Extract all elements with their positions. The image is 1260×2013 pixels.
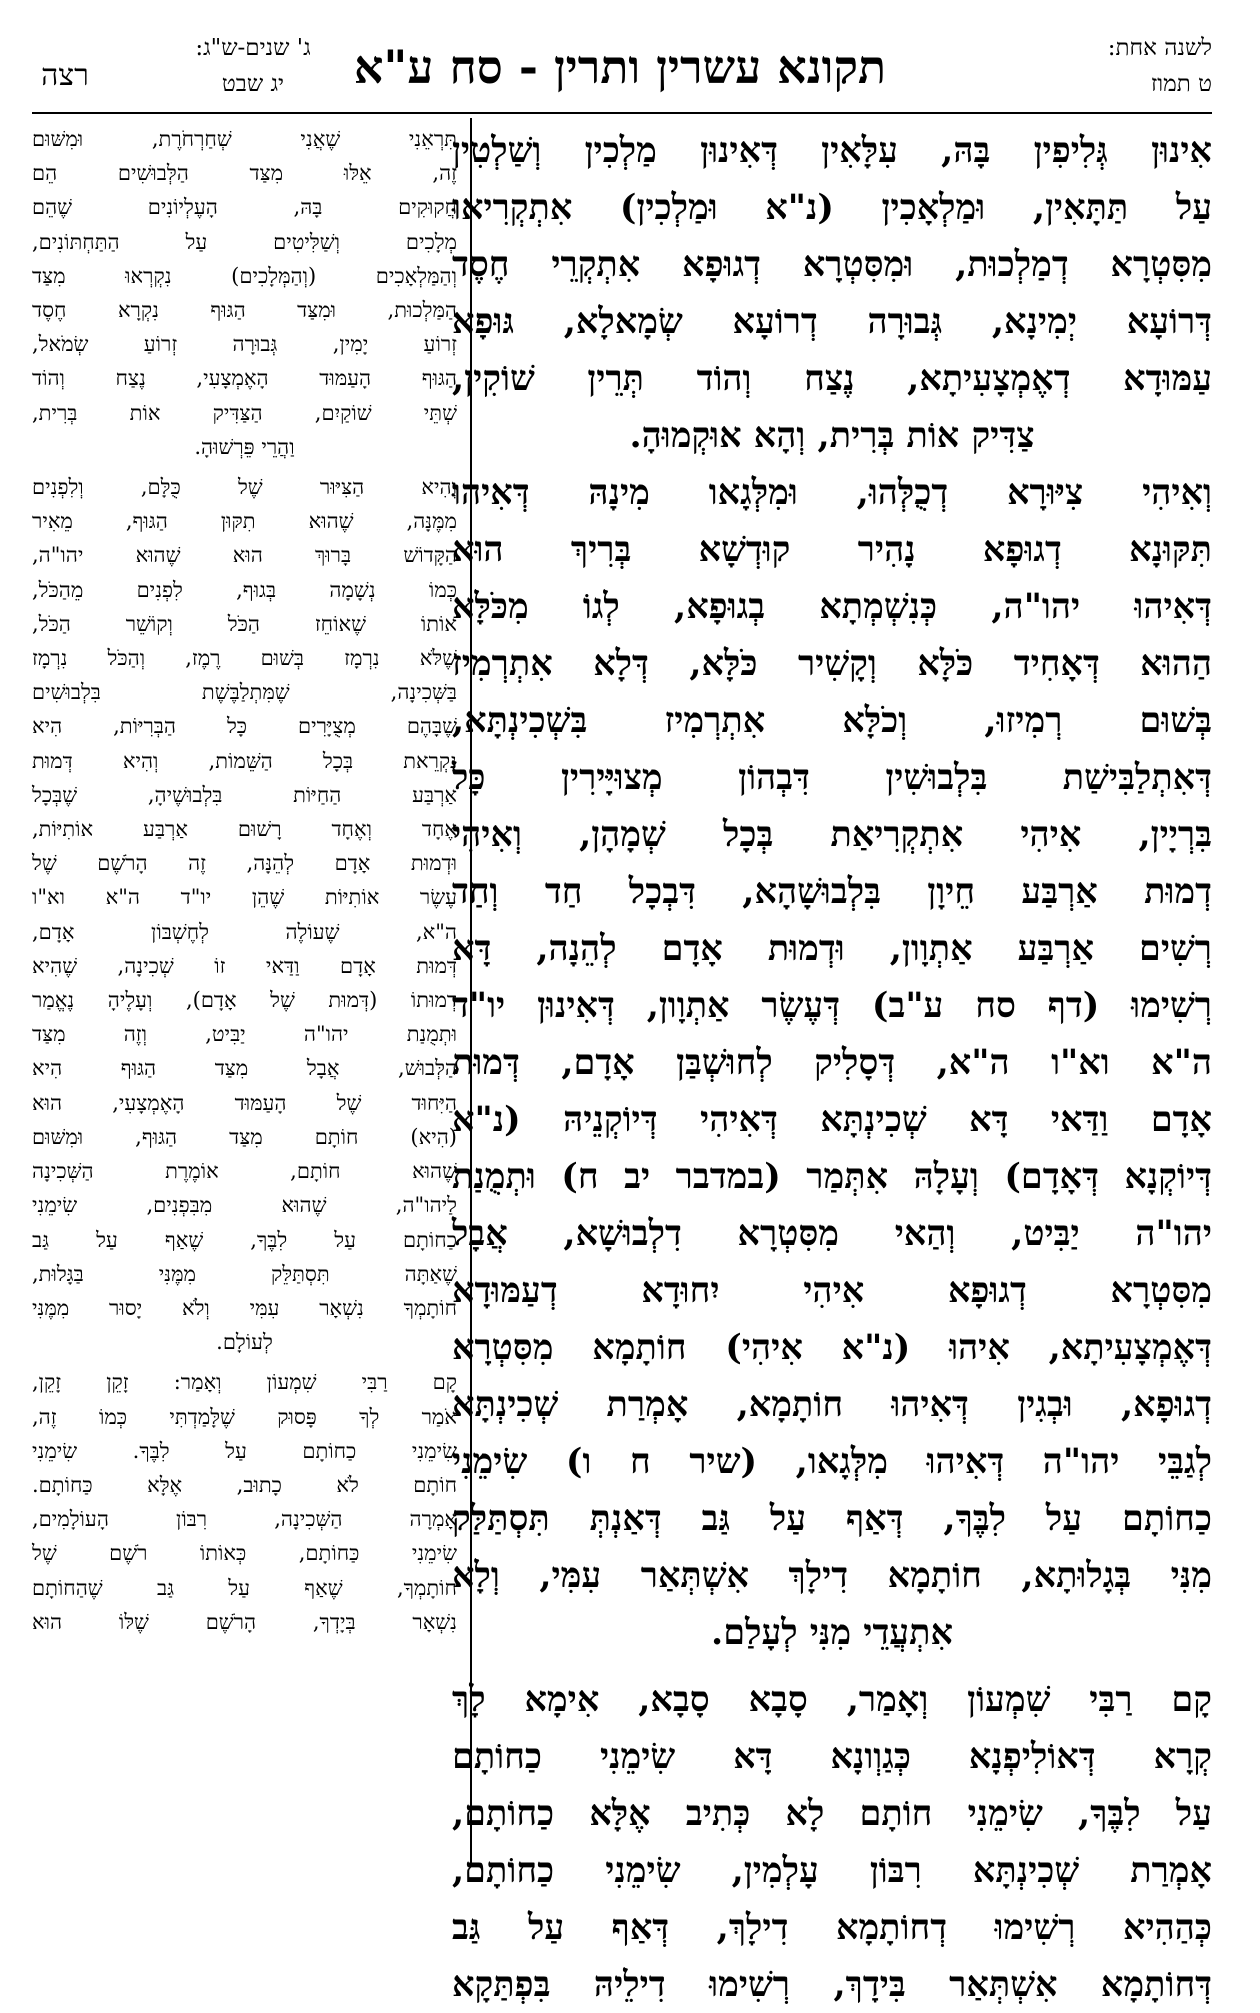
text-line: מִסִּטְרָא דְגוּפָא אִיהִי יִחוּדָא דְעַמּוּדָא bbox=[452, 1270, 1212, 1311]
text-line: קָם רַבִּי שִׁמְעוֹן וְאָמַר: זָקֵן זָקֵן, bbox=[32, 1370, 457, 1395]
text-line: הַמַּלְכוּת, וּמִצַּד הַגּוּף נִקְרָא חֶסֶד bbox=[32, 298, 457, 323]
study-cycle-one-year: לשנה אחת: bbox=[1107, 35, 1212, 61]
text-line: אִתְעֲדֵי מִנִּי לְעָלַם. bbox=[711, 1612, 953, 1653]
text-line: שֶׁאַתָּה תִּסְתַּלֵּק מִמֶּנִּי בַּגָּלוּת, bbox=[32, 1261, 457, 1286]
text-line: הַהוּא דְּאָחִיד כֹּלָּא וְקָשִׁיר כֹּלָּא, דְּלָא אִתְרְמִיז bbox=[452, 643, 1212, 684]
text-line: דְּאִתְלַבִּישַׁת בִּלְבוּשִׁין דִּבְהוֹן מְצוּיָּירִין כָּל bbox=[452, 757, 1212, 798]
header-right bbox=[972, 30, 1212, 110]
header-divider bbox=[32, 112, 1212, 114]
text-line: כְּמוֹ נְשָׁמָה בְּגוּף, לִפְנִים מֵהַכֹּל, bbox=[32, 577, 457, 602]
text-line: דְּחוֹתָמָא אִשְׁתְּאַר בִּידָךְ, רְשִׁימוּ דִילֵיהּ בִּפְתַּקָא bbox=[452, 1964, 1212, 2005]
text-line: חֲקוּקִים בָּהּ, הָעֶלְיוֹנִים שֶׁהֵם bbox=[32, 195, 457, 220]
text-line: הַלְּבוּשׁ, אֲבָל מִצַּד הַגּוּף הִיא bbox=[32, 1056, 457, 1081]
text-line: מִסִּטְרָא דְמַלְכוּת, וּמִסִּטְרָא דְגוּפָא אִתְקְרֵי חֶסֶד bbox=[452, 244, 1212, 285]
text-line: יהו"ה יַבִּיט, וְהַאי מִסִּטְרָא דִלְבוּשָׁא, אֲבָל bbox=[452, 1213, 1212, 1254]
text-line: דְּאֶמְצָעִיתָא, אִיהוּ (נ"א אִיהִי) חוֹתָמָא מִסִּטְרָא bbox=[452, 1327, 1212, 1368]
text-line: עַמּוּדָא דְאֶמְצָעִיתָא, נֶצַח וְהוֹד תְּרֵין שׁוֹקִין, bbox=[452, 358, 1212, 399]
text-line: הַגּוּף הָעַמּוּד הָאֶמְצָעִי, נֶצַח וְהוֹד bbox=[32, 366, 457, 391]
text-line: שִׂימֵנִי כַּחוֹתָם, כְּאוֹתוֹ רֹשֶׁם שֶׁל bbox=[32, 1541, 457, 1566]
text-line: כְּהַהִיא רְשִׁימוּ דְחוֹתָמָא דִילָךְ, דְּאַף עַל גַּב bbox=[452, 1907, 1212, 1948]
text-line: זֶה, אֵלּוּ מִצַּד הַלְּבוּשִׁים הֵם bbox=[32, 161, 457, 186]
text-line: וּתְמֻנַת יהו"ה יַבִּיט, וְזֶה מִצַּד bbox=[32, 1022, 457, 1047]
text-line: אָמְרַת שְׁכִינְתָּא רִבּוֹן עָלְמִין, שִׂימֵנִי כַחוֹתָם, bbox=[452, 1850, 1212, 1891]
text-line: שְׁתֵּי שׁוֹקַיִם, הַצַּדִּיק אוֹת בְּרִית, bbox=[32, 400, 457, 425]
page-title: תקונא עשרין ותרין - סח ע"א bbox=[353, 40, 887, 94]
text-line: מְלָכִים וְשַׁלִּיטִים עַל הַתַּחְתּוֹנִים, bbox=[32, 229, 457, 254]
text-line: אֹמַר לְךָ פָּסוּק שֶׁלָּמַדְתִּי כְּמוֹ זֶה, bbox=[32, 1404, 457, 1429]
text-line: נִקְרֵאת בְּכָל הַשֵּׁמוֹת, וְהִיא דְּמוּת bbox=[32, 748, 457, 773]
text-line: ה"א וא"ו ה"א, דְּסָלִיק לְחוּשְׁבַּן אָדָם, דְּמוּת bbox=[452, 1042, 1212, 1083]
text-line: עַל תַּתָּאִין, וּמַלְאָכִין (נ"א וּמַלְכִין) אִתְקְרִיאוּ bbox=[452, 187, 1212, 228]
text-line: לְעוֹלָם. bbox=[216, 1330, 273, 1355]
text-line: צַדִּיק אוֹת בְּרִית, וְהָא אוּקְמוּהָ. bbox=[629, 415, 1035, 456]
text-line: זְרוֹעַ יָמִין, גְּבוּרָה זְרוֹעַ שְׂמֹאל, bbox=[32, 332, 457, 357]
text-line: ה"א, שֶׁעוֹלֶה לְחֶשְׁבּוֹן אָדָם, bbox=[32, 919, 457, 944]
text-line: וְהִיא הַצִּיּוּר שֶׁל כֻּלָּם, וְלִפְנִים bbox=[32, 475, 457, 500]
text-line: דְּרוֹעָא יְמִינָא, גְּבוּרָה דְרוֹעָא שְׂמָאלָא, גּוּפָא bbox=[452, 301, 1212, 342]
text-line: אָמְרָה הַשְּׁכִינָה, רִבּוֹן הָעוֹלָמִים, bbox=[32, 1507, 457, 1532]
study-date-one-year: ט תמוז bbox=[1150, 71, 1212, 97]
text-line: וְאִיהִי צִיּוּרָא דְכֻלְּהוּ, וּמִלְּגָאו מִינָהּ דְּאִיהוּ bbox=[452, 472, 1212, 513]
text-line: דְּאִיהוּ יהו"ה, כְּנִשְׁמְתָא בְגוּפָא, לְגוֹ מִכֹּלָּא bbox=[452, 586, 1212, 627]
text-line: דְּמוּת אָדָם וַדַּאי זוֹ שְׁכִינָה, שֶׁהִיא bbox=[32, 953, 457, 978]
text-line: וַהֲרֵי פֵּרְשׁוּהָ. bbox=[194, 434, 295, 459]
text-line: וְהַמַּלְאָכִים (וְהַמְּלָכִים) נִקְרְאוּ מִצַּד bbox=[32, 263, 457, 288]
text-line: אוֹתוֹ שֶׁאוֹחֵז הַכֹּל וְקוֹשֵׁר הַכֹּל, bbox=[32, 611, 457, 636]
text-line: חוֹתָמְךָ נִשְׁאָר עִמִּי וְלֹא יָסוּר מִמֶּנִּי bbox=[32, 1295, 457, 1320]
text-line: אִינוּן גְּלִיפִין בָּהּ, עִלָּאִין דְּאִינוּן מַלְכִין וְשַׁלְטִין bbox=[452, 130, 1212, 171]
text-line: אַרְבַּע הַחַיּוֹת בִּלְבוּשֶׁיהָ, שֶׁבְּכָל bbox=[32, 782, 457, 807]
text-line: מִמֶּנָּה, שֶׁהוּא תִקּוּן הַגּוּף, מֵאִיר bbox=[32, 509, 457, 534]
text-line: בִּרְיָין, אִיהִי אִתְקְרִיאַת בְּכָל שְׁמָהָן, וְאִיהִי bbox=[452, 814, 1212, 855]
text-line: שֶׁהוּא חוֹתָם, אוֹמֶרֶת הַשְּׁכִינָה bbox=[32, 1159, 457, 1184]
study-date-three-year: יג שבט bbox=[221, 71, 285, 97]
text-line: רְשִׁים אַרְבַּע אַתְוָון, וּדְמוּת אָדָם לְהֵנָה, דָּא bbox=[452, 928, 1212, 969]
text-line: קָם רַבִּי שִׁמְעוֹן וְאָמַר, סָבָא סָבָא, אִימָא לָךְ bbox=[452, 1679, 1212, 1720]
paragraph-gap bbox=[452, 1661, 1212, 1671]
text-line: אָדָם וַדַּאי דָּא שְׁכִינְתָּא דְּאִיהִי דְּיוֹקְנֵיהּ (נ"א bbox=[452, 1099, 1212, 1140]
text-line: חוֹתָם לֹא כָתוּב, אֶלָּא כַּחוֹתָם. bbox=[32, 1472, 457, 1497]
text-line: דְמוּת אַרְבַּע חֵיוָן בִּלְבוּשָׁהָא, דִּבְכָל חַד וְחַד bbox=[452, 871, 1212, 912]
text-line: בְּשׁוּם רְמִיזוּ, וְכֹלָּא אִתְרְמִיז בִּשְׁכִינְתָּא, bbox=[452, 700, 1212, 741]
text-line: דְּיוֹקְנָא דְּאָדָם) וְעָלָהּ אִתְּמַר (במדבר יב ח) וּתְמֻנַת bbox=[452, 1156, 1212, 1197]
text-line: דְמוּתוֹ (דְּמוּת שֶׁל אָדָם), וְעָלֶיהָ נֶאֱמַר bbox=[32, 988, 457, 1013]
translation-column bbox=[32, 122, 457, 1862]
text-line: בַּשְּׁכִינָה, שֶׁמִּתְלַבֶּשֶׁת בִּלְבוּשִׁים bbox=[32, 680, 457, 705]
text-line: דְגוּפָא, וּבְגִין דְּאִיהוּ חוֹתָמָא, אָמְרַת שְׁכִינְתָּא bbox=[452, 1384, 1212, 1425]
text-line: כַחוֹתָם עַל לִבֶּךָ, דְּאַף עַל גַּב דְּאַנְתְּ תִּסְתַּלַּק bbox=[452, 1498, 1212, 1539]
page-number: רצה bbox=[41, 58, 89, 93]
text-line: עַל לִבֶּךָ, שִׂימֵנִי חוֹתָם לָא כְּתִיב אֶלָּא כַחוֹתָם, bbox=[452, 1793, 1212, 1834]
text-line: תִּקּוּנָא דְגוּפָא נָהִיר קוּדְשָׁא בְּרִיךְ הוּא bbox=[452, 529, 1212, 570]
study-cycle-three-year: ג' שנים-ש"ג: bbox=[195, 35, 311, 61]
text-line: חוֹתָמְךָ, שֶׁאַף עַל גַּב שֶׁהַחוֹתָם bbox=[32, 1575, 457, 1600]
text-line: לְגַבֵּי יהו"ה דְּאִיהוּ מִלְּגָאו, (שיר ח ו) שִׂימֵנִי bbox=[452, 1441, 1212, 1482]
text-line: שֶׁלֹּא נִרְמָז בְּשׁוּם רֶמֶז, וְהַכֹּל נִרְמָז bbox=[32, 646, 457, 671]
text-line: הַיִּחוּד שֶׁל הָעַמּוּד הָאֶמְצָעִי, הוּא bbox=[32, 1090, 457, 1115]
text-line: תִּרְאֵנִי שֶׁאֲנִי שְׁחַרְחֹרֶת, וּמִשּׁוּם bbox=[32, 127, 457, 151]
text-line: עֶשֶׂר אוֹתִיּוֹת שֶׁהֵן יו"ד ה"א וא"ו bbox=[32, 885, 457, 910]
text-line: אֶחָד וְאֶחָד רָשׁוּם אַרְבַּע אוֹתִיּוֹת, bbox=[32, 817, 457, 842]
main-text-column bbox=[452, 122, 1212, 2005]
text-line: הַקָּדוֹשׁ בָּרוּךְ הוּא שֶׁהוּא יהו"ה, bbox=[32, 543, 457, 568]
text-line: וּדְמוּת אָדָם לְהֵנָּה, זֶה הָרֹשֶׁם שֶׁל bbox=[32, 851, 457, 876]
text-line: קְרָא דְּאוֹלִיפְנָא כְּגַוְונָא דָּא שִׂימֵנִי כַחוֹתָם bbox=[452, 1736, 1212, 1777]
text-line: מִנִּי בְּגָלוּתָא, חוֹתָמָא דִילָךְ אִשְׁתְּאַר עִמִּי, וְלָא bbox=[452, 1555, 1212, 1596]
text-line: רְשִׁימוּ (דף סח ע"ב) דְּעֶשֶׂר אַתְוָון, דְּאִינוּן יו"ד bbox=[452, 985, 1212, 1026]
text-line: שִׂימֵנִי כַחוֹתָם עַל לִבֶּךָ. שִׂימֵנִי bbox=[32, 1438, 457, 1463]
header-left bbox=[178, 30, 328, 110]
text-line: לַיהו"ה, שֶׁהוּא מִבִּפְנִים, שִׂימֵנִי bbox=[32, 1193, 457, 1218]
text-line: כַחוֹתָם עַל לִבֶּךָ, שֶׁאַף עַל גַּב bbox=[32, 1227, 457, 1252]
text-line: שֶׁבָּהֶם מְצֻיָּרִים כָּל הַבְּרִיּוֹת, הִיא bbox=[32, 714, 457, 739]
text-line: (הִיא) חוֹתָם מִצַּד הַגּוּף, וּמִשּׁוּם bbox=[32, 1124, 457, 1149]
text-line: נִשְׁאָר בְּיָדְךָ, הָרֹשֶׁם שֶׁלּוֹ הוּא bbox=[32, 1609, 457, 1634]
